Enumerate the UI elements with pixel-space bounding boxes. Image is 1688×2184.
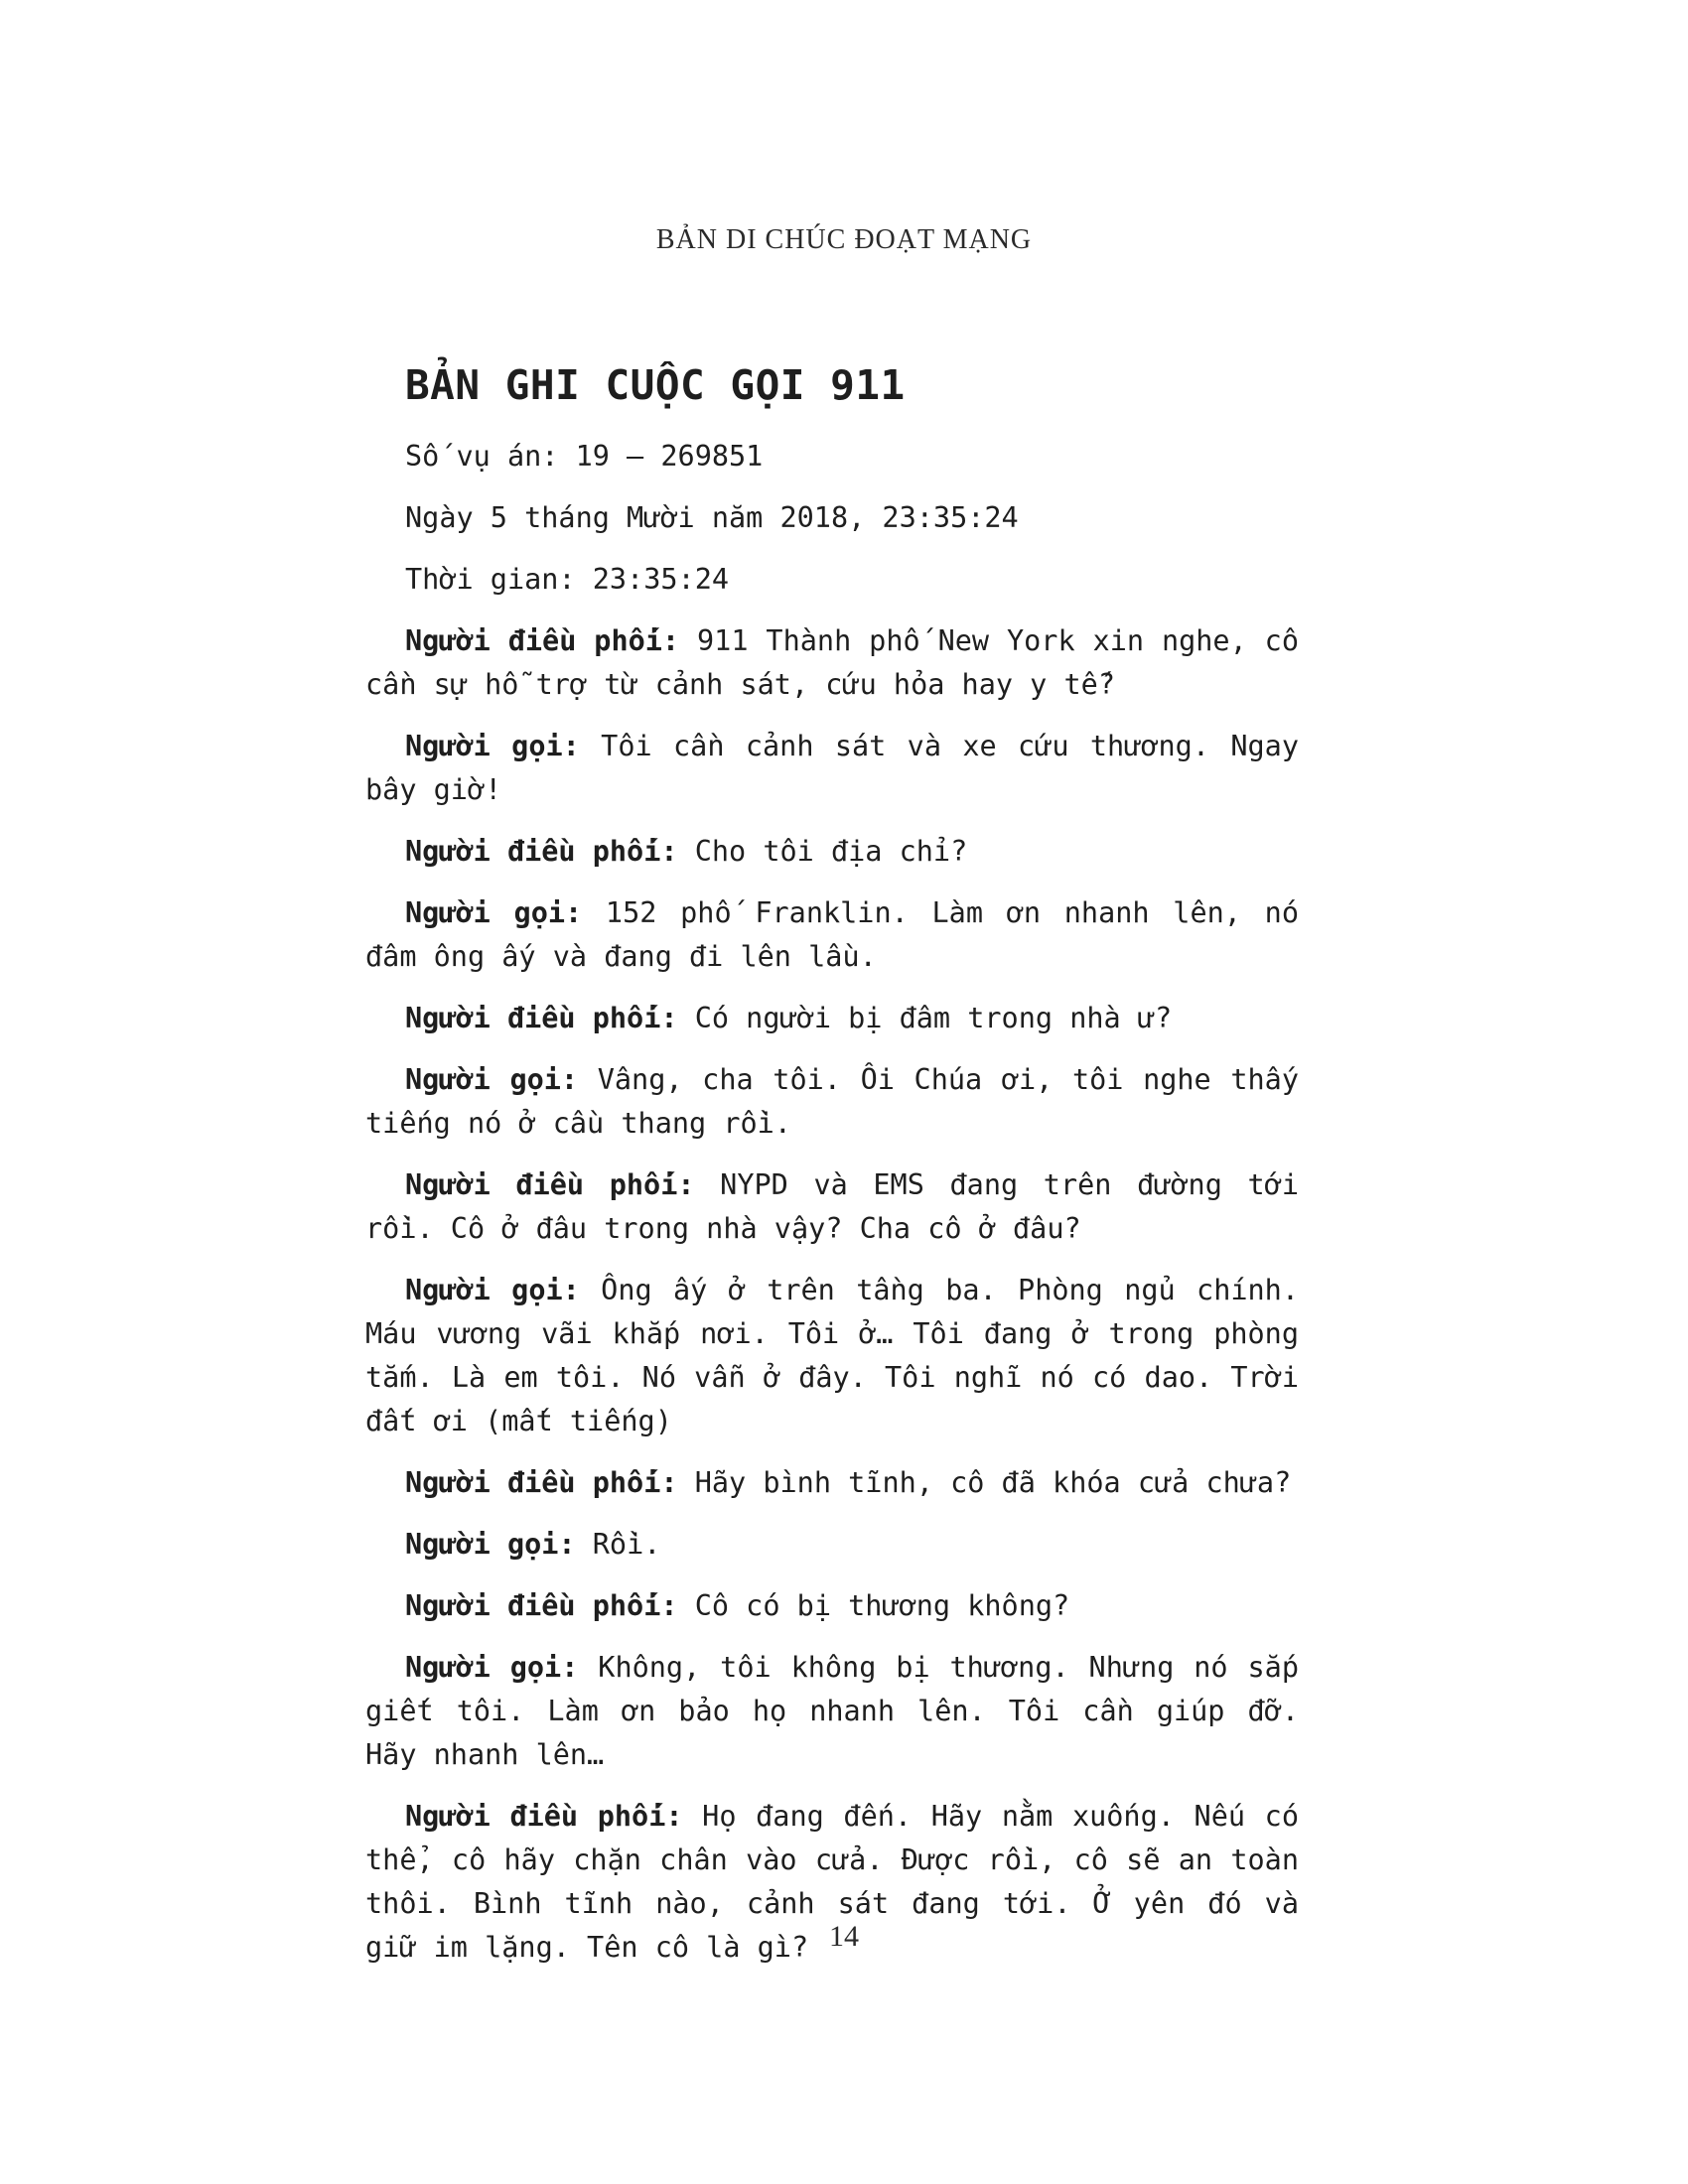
speaker-label: Người gọi: [405, 1274, 580, 1306]
utterance-text: 152 phố Franklin. Làm ơn nhanh lên, nó đâm ông ấy và đang đi lên lầu. [365, 896, 1299, 973]
speaker-label: Người điều phối: [405, 624, 680, 657]
transcript-line [365, 1523, 1299, 1567]
case-number: Số vụ án: 19 – 269851 [405, 440, 764, 473]
speaker-label: Người điều phối: [405, 1466, 678, 1499]
running-header: BẢN DI CHÚC ĐOẠT MẠNG [655, 224, 1033, 255]
transcript-line [365, 1584, 1299, 1628]
utterance-text: Ông ấy ở trên tầng ba. Phòng ngủ chính. Máu vương vãi khắp nơi. Tôi ở… Tôi đang ở trong phòng tắm. Là em tôi. Nó vẫn ở đây. Tôi nghĩ nó có dao. Trời đất ơi (mất tiếng) [365, 1274, 1299, 1437]
transcript-line [365, 725, 1299, 812]
speaker-label: Người điều phối: [405, 835, 678, 868]
transcript-line [365, 619, 1299, 707]
utterance-text: Họ đang đến. Hãy nằm xuống. Nếu có thể, cô hãy chặn chân vào cửa. Được rồi, cô sẽ an toàn thôi. Bình tĩnh nào, cảnh sát đang tới. Ở yên đó và giữ im lặng. Tên cô là gì? [365, 1800, 1300, 1964]
call-time: Thời gian: 23:35:24 [405, 563, 730, 596]
utterance-text: Hãy bình tĩnh, cô đã khóa cửa chưa? [677, 1466, 1292, 1499]
speaker-label: Người gọi: [405, 1063, 579, 1096]
page-number: 14 [829, 1920, 859, 1953]
utterance-text: 911 Thành phố New York xin nghe, cô cần sự hỗ trợ từ cảnh sát, cứu hỏa hay y tế? [365, 624, 1299, 701]
page-title: BẢN GHI CUỘC GỌI 911 [405, 361, 906, 409]
transcript-line [365, 997, 1299, 1040]
speaker-label: Người điều phối: [405, 1800, 683, 1833]
speaker-label: Người điều phối: [405, 1002, 678, 1034]
speaker-label: Người gọi: [405, 1651, 579, 1684]
utterance-text: Không, tôi không bị thương. Nhưng nó sắp giết tôi. Làm ơn bảo họ nhanh lên. Tôi cần giúp đỡ. Hãy nhanh lên… [365, 1651, 1299, 1771]
call-date: Ngày 5 tháng Mười năm 2018, 23:35:24 [405, 501, 1019, 534]
utterance-text: Cho tôi địa chỉ? [677, 835, 968, 868]
speaker-label: Người gọi: [405, 730, 580, 762]
transcript-line [365, 1058, 1299, 1146]
utterance-text: Tôi cần cảnh sát và xe cứu thương. Ngay bây giờ! [365, 730, 1299, 806]
page-body [365, 357, 1299, 1987]
transcript-line [365, 1646, 1299, 1777]
speaker-label: Người gọi: [405, 1528, 576, 1561]
utterance-text: Vâng, cha tôi. Ôi Chúa ơi, tôi nghe thấy tiếng nó ở cầu thang rồi. [365, 1063, 1299, 1140]
utterance-text: NYPD và EMS đang trên đường tới rồi. Cô ở đâu trong nhà vậy? Cha cô ở đâu? [365, 1168, 1299, 1245]
transcript-line [365, 891, 1299, 979]
speaker-label: Người điều phối: [405, 1168, 695, 1201]
utterance-text: Cô có bị thương không? [677, 1589, 1070, 1622]
transcript-line [365, 1163, 1299, 1251]
transcript-line [365, 1461, 1299, 1505]
transcript-line [365, 1269, 1299, 1443]
utterance-text: Rồi. [575, 1528, 661, 1561]
transcript-line [365, 830, 1299, 874]
speaker-label: Người điều phối: [405, 1589, 678, 1622]
utterance-text: Có người bị đâm trong nhà ư? [677, 1002, 1173, 1034]
speaker-label: Người gọi: [405, 896, 583, 929]
